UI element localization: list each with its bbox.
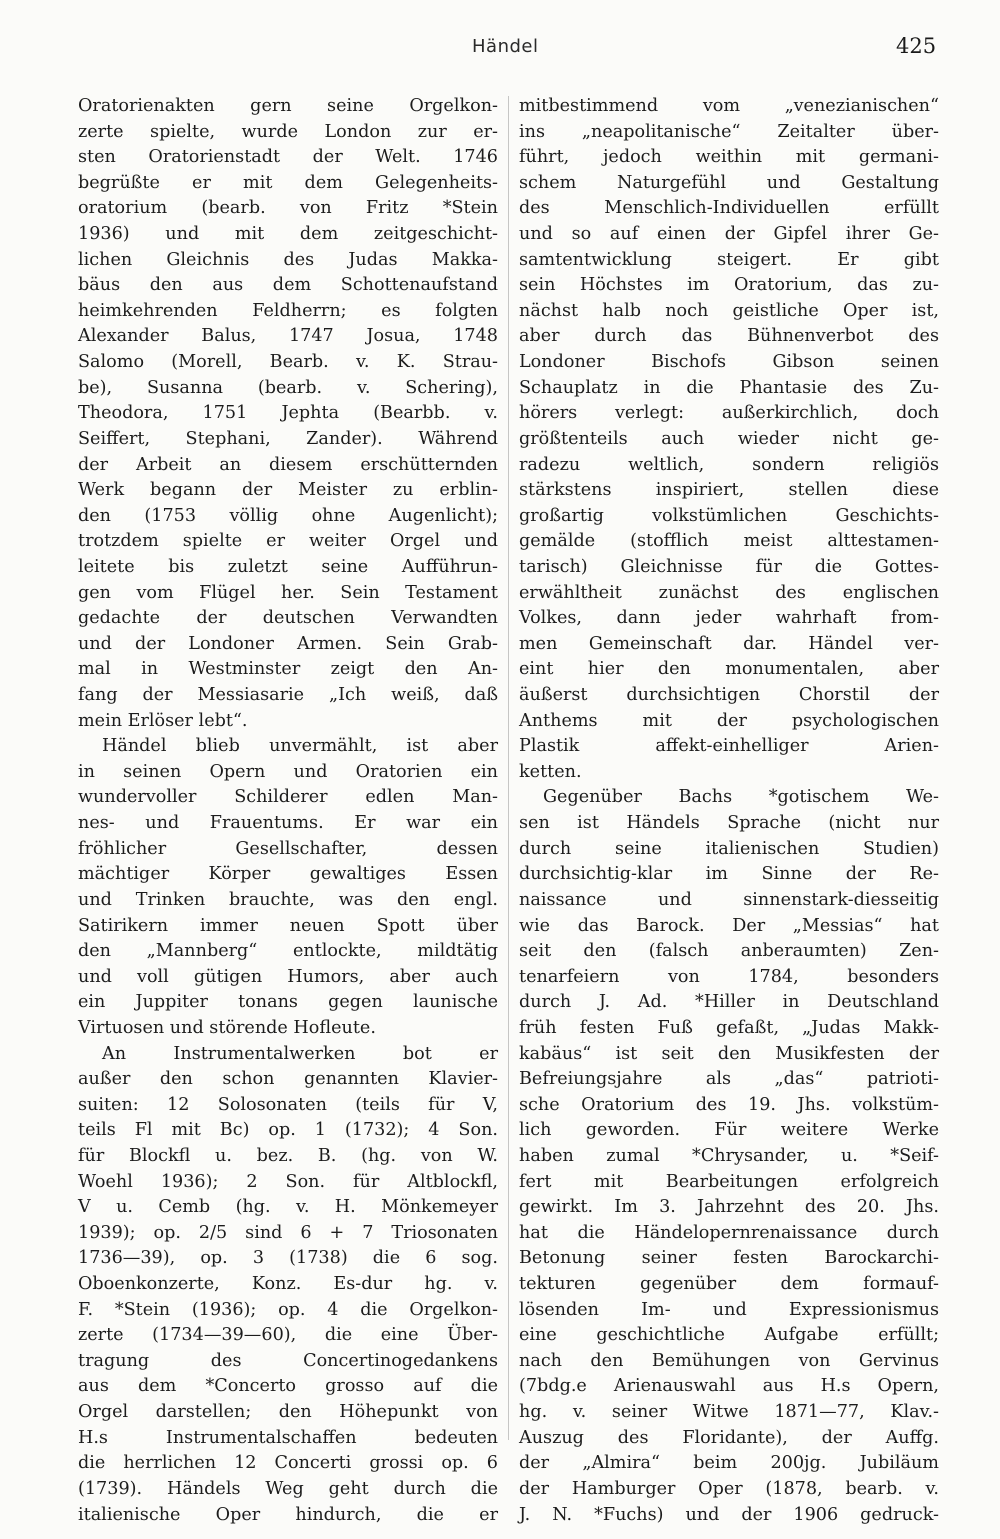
- left-column-line: Orgel darstellen; den Höhepunkt von: [78, 1402, 498, 1423]
- left-column-line: den (1753 völlig ohne Augenlicht);: [78, 505, 498, 526]
- right-column-line: nach den Bemühungen von Gervinus: [519, 1350, 939, 1371]
- right-column-line: tekturen gegenüber dem formauf-: [519, 1274, 939, 1295]
- right-column-line: aber durch das Bühnenverbot des: [519, 326, 939, 347]
- right-column-line: der „Almira“ beim 200jg. Jubiläum: [519, 1453, 939, 1474]
- left-column-line: aus dem *Concerto grosso auf die: [78, 1376, 498, 1397]
- right-column-line: eine geschichtliche Aufgabe erfüllt;: [519, 1325, 939, 1346]
- left-column-line: Satirikern immer neuen Spott über: [78, 915, 498, 936]
- left-column-line: An Instrumentalwerken bot er: [102, 1043, 498, 1064]
- right-column-line: kabäus“ ist seit den Musikfesten der: [519, 1043, 939, 1064]
- left-column: [78, 94, 498, 1528]
- left-column-line: (1739). Händels Weg geht durch die: [78, 1478, 498, 1499]
- left-column-line: bäus den aus dem Schottenaufstand: [78, 275, 498, 296]
- left-column-line: gedachte der deutschen Verwandten: [78, 608, 498, 629]
- left-column-line: teils Fl mit Bc) op. 1 (1732); 4 Son.: [78, 1120, 498, 1141]
- right-column-line: der Hamburger Oper (1878, bearb. v.: [519, 1478, 939, 1499]
- right-column-line: tenarfeiern von 1784, besonders: [519, 966, 939, 987]
- column-divider: [508, 96, 509, 1440]
- right-column-line: J. N. *Fuchs) und der 1906 gedruck-: [519, 1504, 939, 1525]
- right-column-line: sen ist Händels Sprache (nicht nur: [519, 813, 939, 834]
- left-column-line: zerte spielte, wurde London zur er-: [78, 121, 498, 142]
- right-column-line: haben zumal *Chrysander, u. *Seif-: [519, 1145, 939, 1166]
- left-column-line: begrüßte er mit dem Gelegenheits-: [78, 172, 498, 193]
- right-column-line: Gegenüber Bachs *gotischem We-: [543, 787, 939, 808]
- left-column-line: Seiffert, Stephani, Zander). Während: [78, 428, 498, 449]
- right-column-line: hat die Händelopernrenaissance durch: [519, 1222, 939, 1243]
- right-column-line: ins „neapolitanische“ Zeitalter über-: [519, 121, 939, 142]
- right-column-line: stärkstens inspiriert, stellen diese: [519, 480, 939, 501]
- left-column-line: tragung des Concertinogedankens: [78, 1350, 498, 1371]
- right-column-line: naissance und sinnenstark-diesseitig: [519, 889, 939, 910]
- right-column-line: samtentwicklung steigert. Er gibt: [519, 249, 939, 270]
- right-column-line: Auszug des Floridante), der Auffg.: [519, 1427, 939, 1448]
- right-column-line: (7bdg.e Arienauswahl aus H.s Opern,: [519, 1376, 939, 1397]
- right-column-line: schem Naturgefühl und Gestaltung: [519, 172, 939, 193]
- page-number: 425: [896, 34, 937, 58]
- left-column-line: ein Juppiter tonans gegen launische: [78, 992, 498, 1013]
- left-column-line: mein Erlöser lebt“.: [78, 710, 248, 731]
- running-head: [0, 36, 1000, 68]
- right-column-line: seit den (falsch anberaumten) Zen-: [519, 941, 939, 962]
- left-column-line: suiten: 12 Solosonaten (teils für V,: [78, 1094, 498, 1115]
- left-column-line: Oboenkonzerte, Konz. Es-dur hg. v.: [78, 1274, 498, 1295]
- right-column-line: Volkes, dann jeder wahrhaft from-: [519, 608, 939, 629]
- left-column-line: 1936) und mit dem zeitgeschicht-: [78, 224, 498, 245]
- right-column-line: hg. v. seiner Witwe 1871—77, Klav.-: [519, 1402, 939, 1423]
- left-column-line: 1736—39), op. 3 (1738) die 6 sog.: [78, 1248, 498, 1269]
- running-title: Händel: [472, 36, 539, 57]
- left-column-line: Woehl 1936); 2 Son. für Altblockfl,: [78, 1171, 498, 1192]
- right-column-line: gemälde (stofflich meist alttestamen-: [519, 531, 939, 552]
- left-column-line: leitete bis zuletzt seine Aufführun-: [78, 556, 498, 577]
- left-column-line: trotzdem spielte er weiter Orgel und: [78, 531, 498, 552]
- right-column-line: großartig volkstümlichen Geschichts-: [519, 505, 939, 526]
- right-column-line: hörers verlegt: außerkirchlich, doch: [519, 403, 939, 424]
- left-column-line: be), Susanna (bearb. v. Schering),: [78, 377, 498, 398]
- left-column-line: und voll gütigen Humors, aber auch: [78, 966, 498, 987]
- right-column-line: erwähltheit zunächst des englischen: [519, 582, 939, 603]
- right-column-line: mitbestimmend vom „venezianischen“: [519, 96, 939, 116]
- left-column-line: V u. Cemb (hg. v. H. Mönkemeyer: [78, 1197, 498, 1218]
- right-column-line: Plastik affekt-einhelliger Arien-: [519, 736, 939, 757]
- right-column-line: größtenteils auch wieder nicht ge-: [519, 428, 939, 449]
- left-column-line: gen vom Flügel her. Sein Testament: [78, 582, 498, 603]
- right-column-line: durch seine italienischen Studien): [519, 838, 939, 859]
- right-column-line: Anthems mit der psychologischen: [519, 710, 939, 731]
- left-column-line: Alexander Balus, 1747 Josua, 1748: [78, 326, 498, 347]
- left-column-line: lichen Gleichnis des Judas Makka-: [78, 249, 498, 270]
- left-column-line: und der Londoner Armen. Sein Grab-: [78, 633, 498, 654]
- left-column-line: fang der Messiasarie „Ich weiß, daß: [78, 685, 498, 706]
- right-column-line: nächst halb noch geistliche Oper ist,: [519, 300, 939, 321]
- right-column-line: fert mit Bearbeitungen erfolgreich: [519, 1171, 939, 1192]
- left-column-line: Werk begann der Meister zu erblin-: [78, 480, 498, 501]
- left-column-line: Theodora, 1751 Jephta (Bearbb. v.: [78, 403, 498, 424]
- left-column-line: Salomo (Morell, Bearb. v. K. Strau-: [78, 352, 498, 373]
- left-column-line: heimkehrenden Feldherrn; es folgten: [78, 300, 498, 321]
- left-column-line: die herrlichen 12 Concerti grossi op. 6: [78, 1453, 498, 1474]
- left-column-line: fröhlicher Gesellschafter, dessen: [78, 838, 498, 859]
- left-column-line: mächtiger Körper gewaltiges Essen: [78, 864, 498, 885]
- right-column-line: wie das Barock. Der „Messias“ hat: [519, 915, 939, 936]
- left-column-line: der Arbeit an diesem erschütternden: [78, 454, 498, 475]
- right-column-line: durch J. Ad. *Hiller in Deutschland: [519, 992, 939, 1013]
- right-column-line: tarisch) Gleichnisse für die Gottes-: [519, 556, 939, 577]
- left-column-line: Virtuosen und störende Hofleute.: [78, 1017, 376, 1038]
- right-column-line: führt, jedoch weithin mit germani-: [519, 147, 939, 168]
- right-column-line: men Gemeinschaft dar. Händel ver-: [519, 633, 939, 654]
- left-column-line: außer den schon genannten Klavier-: [78, 1069, 498, 1090]
- left-column-line: zerte (1734—39—60), die eine Über-: [78, 1325, 498, 1346]
- right-column-line: lösenden Im- und Expressionismus: [519, 1299, 939, 1320]
- right-column-line: äußerst durchsichtigen Chorstil der: [519, 685, 939, 706]
- right-column-line: und so auf einen der Gipfel ihrer Ge-: [519, 224, 939, 245]
- left-column-line: in seinen Opern und Oratorien ein: [78, 761, 498, 782]
- right-column-line: radezu weltlich, sondern religiös: [519, 454, 939, 475]
- left-column-line: Händel blieb unvermählt, ist aber: [102, 736, 498, 757]
- left-column-line: nes- und Frauentums. Er war ein: [78, 813, 498, 834]
- left-column-line: F. *Stein (1936); op. 4 die Orgelkon-: [78, 1299, 498, 1320]
- left-column-line: italienische Oper hindurch, die er: [78, 1504, 498, 1525]
- right-column-line: sein Höchstes im Oratorium, das zu-: [519, 275, 939, 296]
- left-column-line: sten Oratorienstadt der Welt. 1746: [78, 147, 498, 168]
- left-column-line: H.s Instrumentalschaffen bedeuten: [78, 1427, 498, 1448]
- right-column-line: des Menschlich-Individuellen erfüllt: [519, 198, 939, 219]
- left-column-line: wundervoller Schilderer edlen Man-: [78, 787, 498, 808]
- right-column-line: durchsichtig-klar im Sinne der Re-: [519, 864, 939, 885]
- left-column-line: für Blockfl u. bez. B. (hg. von W.: [78, 1145, 498, 1166]
- right-column-line: Londoner Bischofs Gibson seinen: [519, 352, 939, 373]
- right-column-line: eint hier den monumentalen, aber: [519, 659, 939, 680]
- right-column-line: gewirkt. Im 3. Jahrzehnt des 20. Jhs.: [519, 1197, 939, 1218]
- right-column-line: lich geworden. Für weitere Werke: [519, 1120, 939, 1141]
- left-column-line: mal in Westminster zeigt den An-: [78, 659, 498, 680]
- right-column-line: Befreiungsjahre als „das“ patrioti-: [519, 1069, 939, 1090]
- right-column-line: sche Oratorium des 19. Jhs. volkstüm-: [519, 1094, 939, 1115]
- left-column-line: 1939); op. 2/5 sind 6 + 7 Triosonaten: [78, 1222, 498, 1243]
- right-column-line: früh festen Fuß gefaßt, „Judas Makk-: [519, 1017, 939, 1038]
- left-column-line: und Trinken brauchte, was den engl.: [78, 889, 498, 910]
- right-column: [519, 94, 939, 1528]
- right-column-line: ketten.: [519, 761, 582, 782]
- right-column-line: Schauplatz in die Phantasie des Zu-: [519, 377, 939, 398]
- left-column-line: oratorium (bearb. von Fritz *Stein: [78, 198, 498, 219]
- left-column-line: Oratorienakten gern seine Orgelkon-: [78, 96, 498, 116]
- left-column-line: den „Mannberg“ entlockte, mildtätig: [78, 941, 498, 962]
- right-column-line: Betonung seiner festen Barockarchi-: [519, 1248, 939, 1269]
